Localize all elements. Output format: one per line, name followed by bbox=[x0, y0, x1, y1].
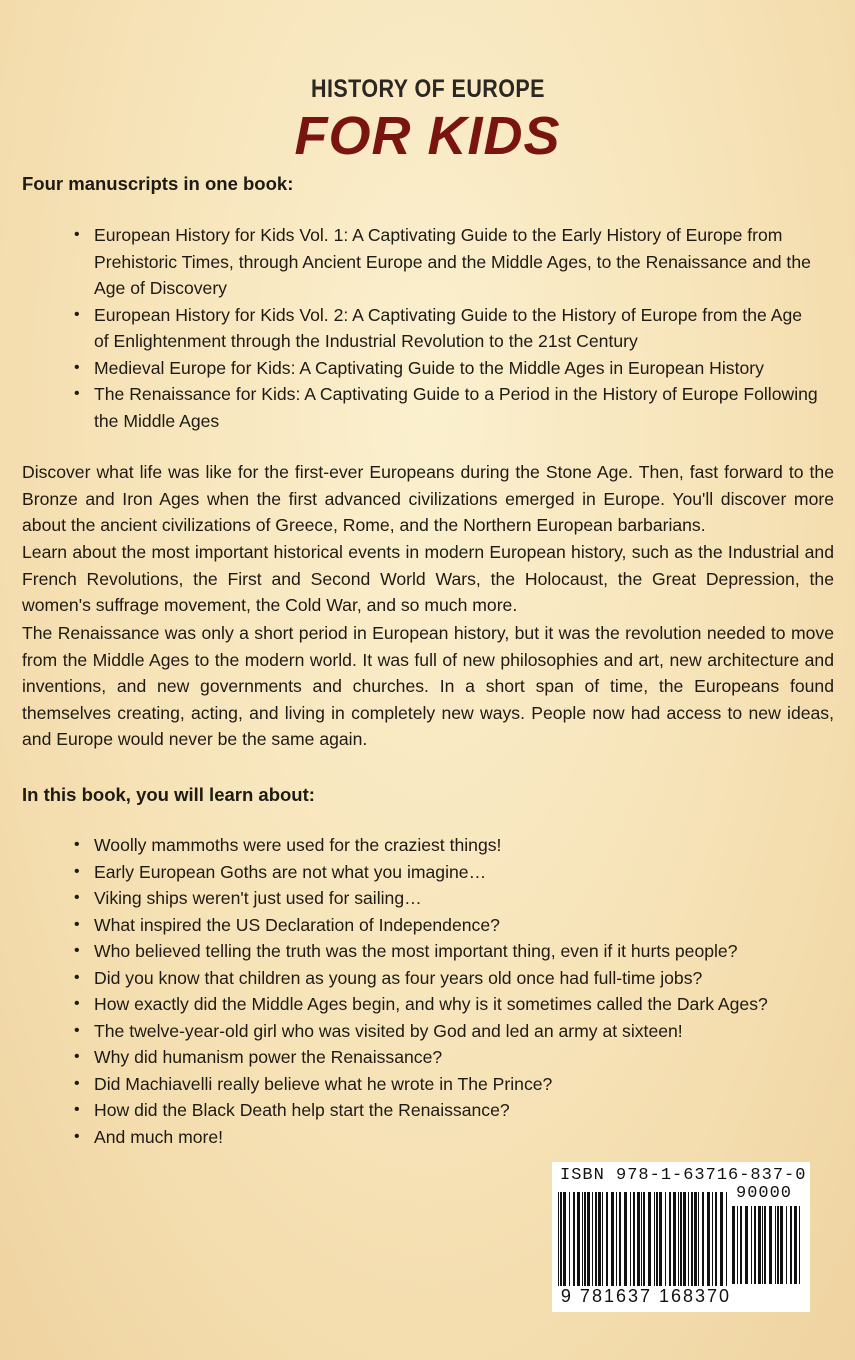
list-item: • Who believed telling the truth was the most important thing, even if it hurts people? bbox=[74, 938, 819, 965]
list-item: • And much more! bbox=[74, 1124, 819, 1151]
description-paragraph: Learn about the most important historical events in modern European history, such as the Industrial and French Revolutions, the First and Second World Wars, the Holocaust, the Great Depression, the women's suffrage movement, the Cold War, and so much more. bbox=[22, 542, 834, 615]
title-for-kids: FOR KIDS bbox=[294, 106, 561, 166]
list-item: • Why did humanism power the Renaissance? bbox=[74, 1044, 819, 1071]
description-paragraph: Discover what life was like for the first-ever Europeans during the Stone Age. Then, fast forward to the Bronze and Iron Ages when the first advanced civilizations emerged in Europe. You'll discover more about the ancient civilizations of Greece, Rome, and the Northern European barbarians. bbox=[22, 462, 834, 535]
isbn-barcode bbox=[552, 1162, 810, 1312]
list-item: • Early European Goths are not what you imagine… bbox=[74, 859, 819, 886]
list-item: • What inspired the US Declaration of Independence? bbox=[74, 912, 819, 939]
description-paragraph: The Renaissance was only a short period in European history, but it was the revolution needed to move from the Middle Ages to the modern world. It was full of new philosophies and art, new architecture and inventions, and new governments and churches. In a short span of time, the Europeans found themselves creating, acting, and living in completely new ways. People now had access to new ideas, and Europe would never be the same again. bbox=[22, 623, 834, 749]
learn-list bbox=[74, 832, 819, 1150]
list-item: • Viking ships weren't just used for sailing… bbox=[74, 885, 819, 912]
cover-title bbox=[0, 72, 855, 166]
manuscripts-list bbox=[74, 222, 819, 434]
list-item: • Woolly mammoths were used for the craziest things! bbox=[74, 832, 819, 859]
list-item: • Did you know that children as young as four years old once had full-time jobs? bbox=[74, 965, 819, 992]
price-code: 90000 bbox=[736, 1184, 793, 1203]
barcode-bars-main bbox=[558, 1192, 730, 1286]
barcode-bars-addon bbox=[732, 1206, 802, 1284]
isbn-number: ISBN 978-1-63716-837-0 bbox=[560, 1166, 807, 1185]
list-item: • Medieval Europe for Kids: A Captivating Guide to the Middle Ages in European History bbox=[74, 355, 819, 382]
list-item: • European History for Kids Vol. 2: A Captivating Guide to the History of Europe from the Age of Enlightenment through the Industrial Revolution to the 21st Century bbox=[74, 302, 819, 355]
learn-heading: In this book, you will learn about: bbox=[22, 784, 315, 805]
title-history-of-europe: HISTORY OF EUROPE bbox=[310, 75, 545, 103]
list-item: • The twelve-year-old girl who was visited by God and led an army at sixteen! bbox=[74, 1018, 819, 1045]
list-item: • The Renaissance for Kids: A Captivating Guide to a Period in the History of Europe Following the Middle Ages bbox=[74, 381, 819, 434]
list-item: • How did the Black Death help start the Renaissance? bbox=[74, 1097, 819, 1124]
manuscripts-heading: Four manuscripts in one book: bbox=[22, 173, 294, 194]
list-item: • European History for Kids Vol. 1: A Captivating Guide to the Early History of Europe from Prehistoric Times, through Ancient Europe and the Middle Ages, to the Renaissance and the Age of Discovery bbox=[74, 222, 819, 302]
list-item: • Did Machiavelli really believe what he wrote in The Prince? bbox=[74, 1071, 819, 1098]
barcode-digits: 9 781637 168370 bbox=[560, 1286, 732, 1306]
list-item: • How exactly did the Middle Ages begin, and why is it sometimes called the Dark Ages? bbox=[74, 991, 819, 1018]
